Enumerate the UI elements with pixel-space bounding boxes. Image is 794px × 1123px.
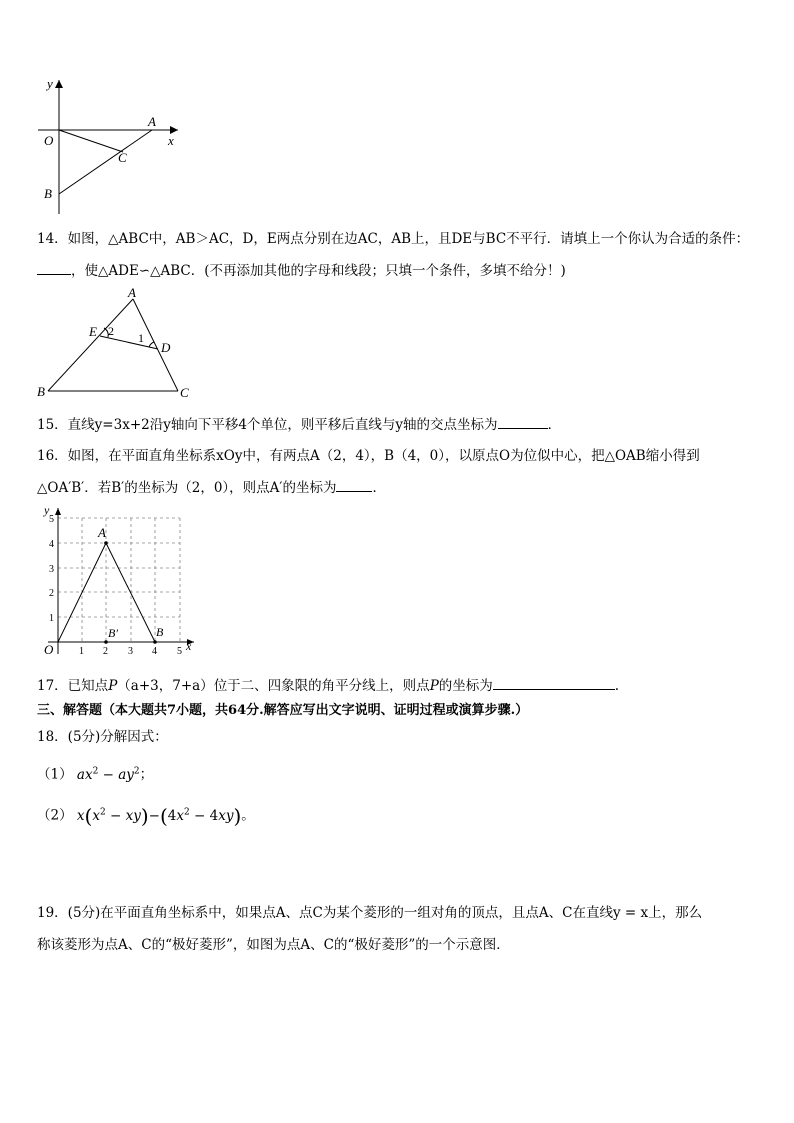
section-3-note: （本大题共7小题，共64分.解答应写出文字说明、证明过程或演算步骤.） [102,703,529,718]
label-o: O [44,133,54,148]
q15-answer-blank[interactable] [498,416,548,429]
label-d: D [161,340,171,355]
q17-answer-blank[interactable] [493,677,615,690]
x-tick-2: 2 [103,646,108,657]
q17-pre: 17．已知点 [37,678,109,694]
x-tick-1: 1 [79,646,84,657]
label-c: C [118,150,127,165]
label-y: y [47,76,53,91]
x-tick-labels [79,646,182,657]
q14-line2-wrap [37,262,566,280]
y-tick-2: 2 [49,588,54,599]
q14-line1: 14．如图，△ABC中，AB＞AC，D，E两点分别在边AC，AB上，且DE与BC不平行．请填上一个你认为合适的条件： [37,231,750,247]
q18-expr2: $x(x^2 - xy)-(4x^2 - 4xy)$ [76,803,242,828]
y-tick-labels [49,514,54,624]
label-b: B [156,625,164,639]
point-a [104,541,108,545]
q18-part1 [37,762,153,784]
label-c: C [180,385,189,400]
label-b: B [37,384,45,399]
x-tick-3: 3 [128,646,133,657]
y-tick-5: 5 [49,514,54,525]
section-3-title: 三、解答题 [37,703,103,718]
q16-answer-blank[interactable] [336,479,372,492]
q18-title: 18．(5分)分解因式： [37,729,168,745]
x-tick-4: 4 [152,646,157,657]
label-b-prime: B′ [108,626,118,640]
q17-mid: 位于二、四象限的角平分线上，则点 [213,678,430,694]
q14-line2: ，使△ADE∽△ABC．(不再添加其他的字母和线段；只填一个条件，多填不给分！) [71,263,566,279]
q17-coord: （a+3，7+a） [117,678,214,694]
label-o: O [44,642,54,657]
y-tick-1: 1 [49,613,54,624]
point-b-prime [104,640,108,644]
figure-q14 [30,284,200,400]
q16-line2: △OA′B′．若B′的坐标为（2，0），则点A′的坐标为 [37,480,337,496]
q17-post: 的坐标为 [438,678,493,694]
q18-expr1: $ax^2 - ay^2$ [76,766,140,783]
grid-lines [58,518,180,642]
q16-line2-wrap [37,479,386,497]
q18-part2 [37,803,255,828]
label-a: A [128,285,136,300]
label-x: x [186,639,192,653]
q17-end: . [614,678,620,694]
label-y: y [44,504,50,517]
q16-line1: 16．如图，在平面直角坐标系xOy中，有两点A（2，4），B（4，0），以原点O为位似中心，把△OAB缩小得到 [37,448,700,464]
label-a: A [148,114,156,129]
figure-q16 [34,504,204,660]
q17-p2: P [429,678,439,694]
x-tick-5: 5 [177,646,182,657]
q18-part1-label: （1） [37,766,73,783]
figure-q16-svg [34,504,204,660]
figure-q14-svg [30,284,200,400]
q17-p: P [108,678,118,694]
figure-q13 [30,74,190,219]
q17-line [37,677,619,695]
label-b: B [44,186,52,201]
label-e: E [89,324,97,339]
y-tick-4: 4 [49,539,54,550]
q15-text: 15．直线y=3x+2沿y轴向下平移4个单位，则平移后直线与y轴的交点坐标为 [37,417,498,433]
label-angle-1: 1 [138,331,144,345]
q18-part2-label: （2） [37,807,73,824]
q18-expr1-tail: ； [139,766,154,783]
q15-line [37,416,561,434]
y-tick-3: 3 [49,564,54,575]
label-a: A [98,525,106,540]
q16-end: ． [372,480,386,496]
q19-line2: 称该菱形为点A、C的“极好菱形”，如图为点A、C的“极好菱形”的一个示意图． [37,937,510,953]
q18-expr2-tail: 。 [241,807,255,824]
label-angle-2: 2 [108,324,114,338]
q15-end: ． [547,417,562,433]
figure-q13-svg [30,74,190,219]
angle-1-arc [149,342,154,347]
segment-ba [59,130,152,194]
segment-ab [48,299,133,391]
label-x: x [168,133,174,148]
section-3-heading [37,702,528,720]
y-axis-arrow [55,80,63,88]
point-b [153,640,157,644]
q14-answer-blank[interactable] [37,262,71,275]
q19-line1: 19．(5分)在平面直角坐标系中，如果点A、点C为某个菱形的一组对角的顶点，且点A、C在直线y = x上，那么 [37,905,703,921]
y-axis-arrow [55,508,61,515]
segment-oc [59,130,123,152]
